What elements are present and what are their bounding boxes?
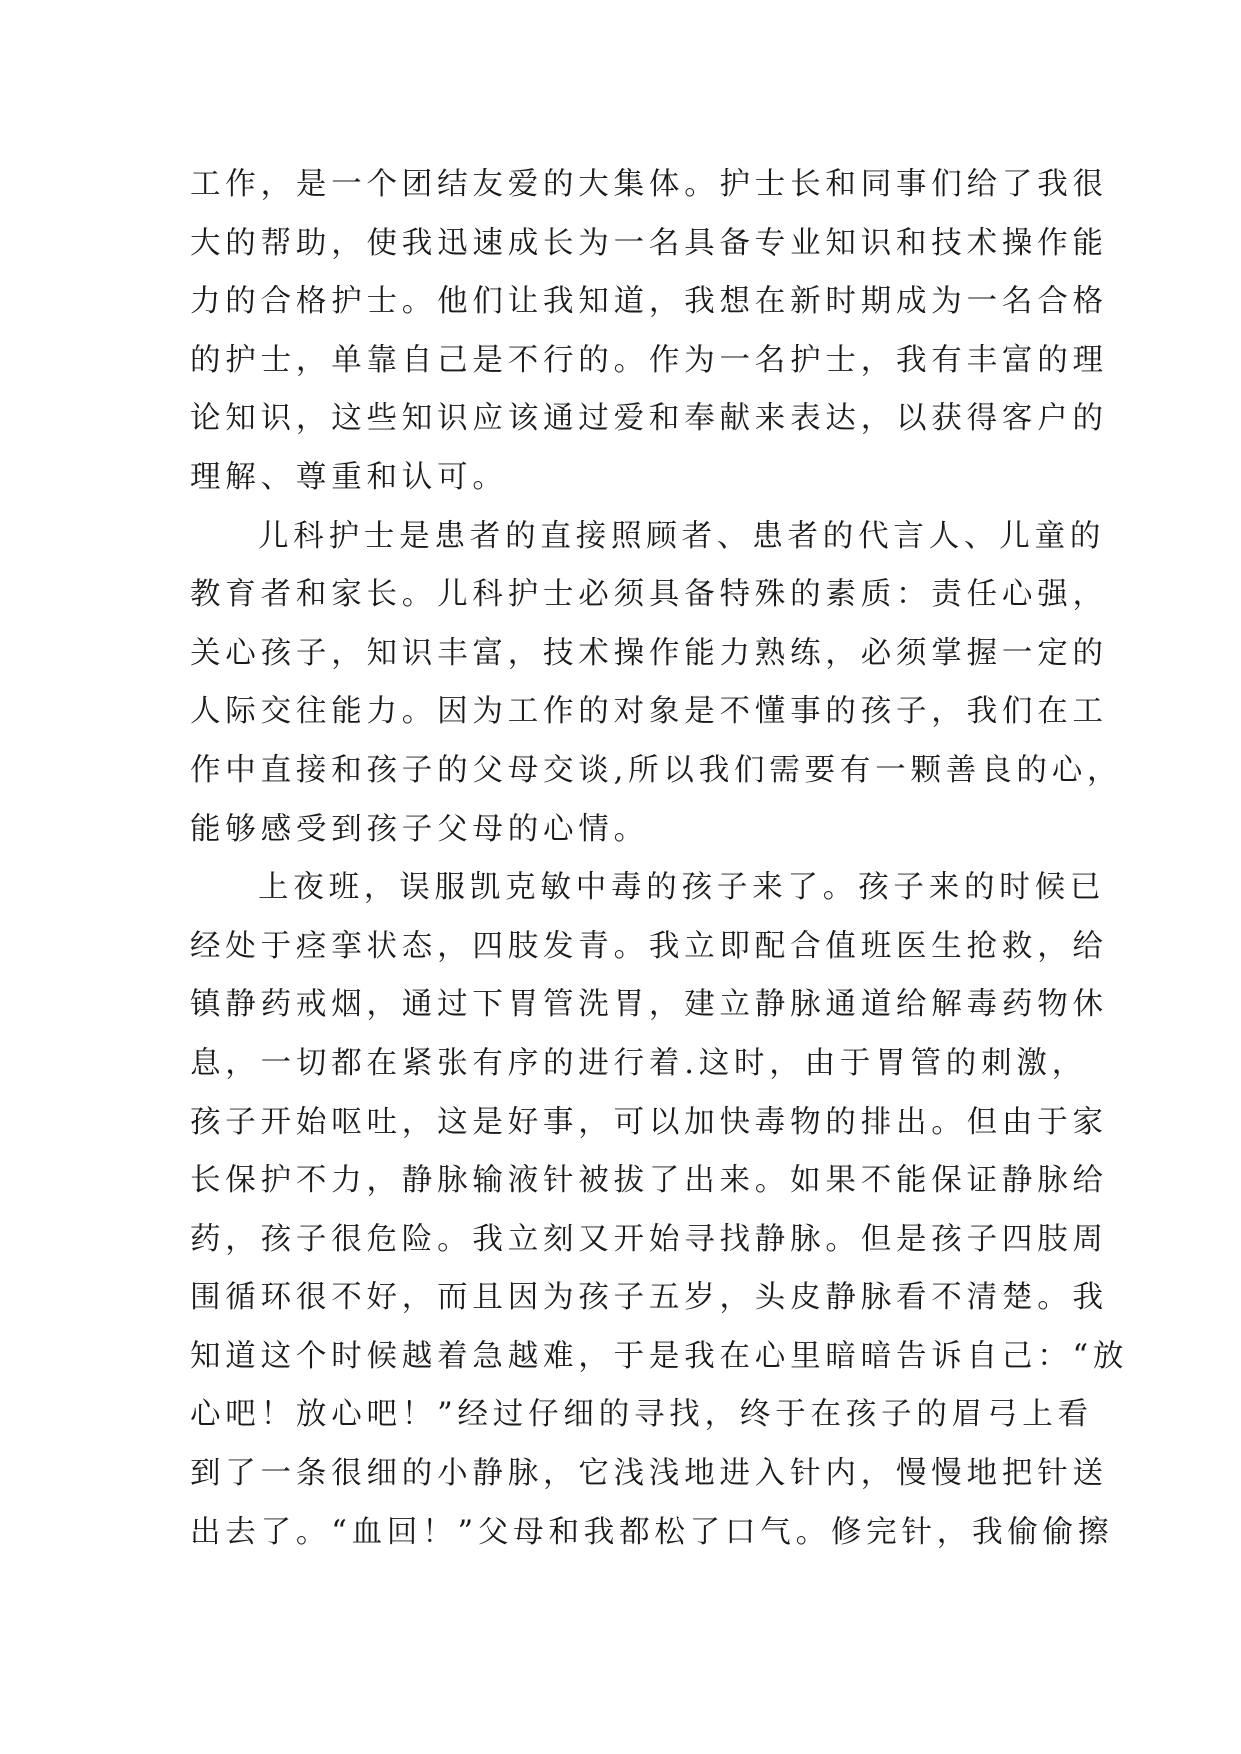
text-line: 息，一切都在紧张有序的进行着.这时，由于胃管的刺激， xyxy=(190,1045,1087,1081)
text-line: 围循环很不好，而且因为孩子五岁，头皮静脉看不清楚。我 xyxy=(190,1280,1108,1316)
text-line: 镇静药戒烟，通过下胃管洗胃，建立静脉通道给解毒药物休 xyxy=(190,987,1108,1023)
text-line: 理解、尊重和认可。 xyxy=(190,459,508,495)
text-line: 孩子开始呕吐，这是好事，可以加快毒物的排出。但由于家 xyxy=(190,1104,1108,1140)
text-line: 长保护不力，静脉输液针被拔了出来。如果不能保证静脉给 xyxy=(190,1163,1108,1199)
text-line: 知道这个时候越着急越难，于是我在心里暗暗告诉自己：“放 xyxy=(190,1338,1129,1374)
text-line: 能够感受到孩子父母的心情。 xyxy=(190,811,649,847)
paragraph-1 xyxy=(190,156,1108,508)
text-line: 到了一条很细的小静脉，它浅浅地进入针内，慢慢地把针送 xyxy=(190,1456,1108,1492)
text-line: 儿科护士是患者的直接照顾者、患者的代言人、儿童的 xyxy=(258,518,1106,554)
text-line: 心吧！放心吧！”经过仔细的寻找，终于在孩子的眉弓上看 xyxy=(190,1397,1093,1433)
text-line: 药，孩子很危险。我立刻又开始寻找静脉。但是孩子四肢周 xyxy=(190,1221,1108,1257)
text-line: 人际交往能力。因为工作的对象是不懂事的孩子，我们在工 xyxy=(190,694,1108,730)
text-line: 关心孩子，知识丰富，技术操作能力熟练，必须掌握一定的 xyxy=(190,635,1108,671)
document-body xyxy=(190,156,1129,1562)
text-line: 出去了。“血回！”父母和我都松了口气。修完针，我偷偷擦 xyxy=(190,1514,1114,1550)
text-line: 力的合格护士。他们让我知道，我想在新时期成为一名合格 xyxy=(190,284,1108,320)
paragraph-2 xyxy=(190,508,1123,860)
text-line: 工作，是一个团结友爱的大集体。护士长和同事们给了我很 xyxy=(190,167,1108,202)
text-line: 论知识，这些知识应该通过爱和奉献来表达，以获得客户的 xyxy=(190,401,1108,437)
text-line: 经处于痉挛状态，四肢发青。我立即配合值班医生抢救，给 xyxy=(190,928,1108,964)
paragraph-3 xyxy=(190,859,1129,1562)
text-line: 大的帮助，使我迅速成长为一名具备专业知识和技术操作能 xyxy=(190,225,1108,261)
text-line: 教育者和家长。儿科护士必须具备特殊的素质：责任心强， xyxy=(190,577,1108,613)
text-line: 的护士，单靠自己是不行的。作为一名护士，我有丰富的理 xyxy=(190,342,1108,378)
text-line: 作中直接和孩子的父母交谈,所以我们需要有一颗善良的心， xyxy=(190,752,1123,788)
text-line: 上夜班，误服凯克敏中毒的孩子来了。孩子来的时候已 xyxy=(258,870,1106,906)
